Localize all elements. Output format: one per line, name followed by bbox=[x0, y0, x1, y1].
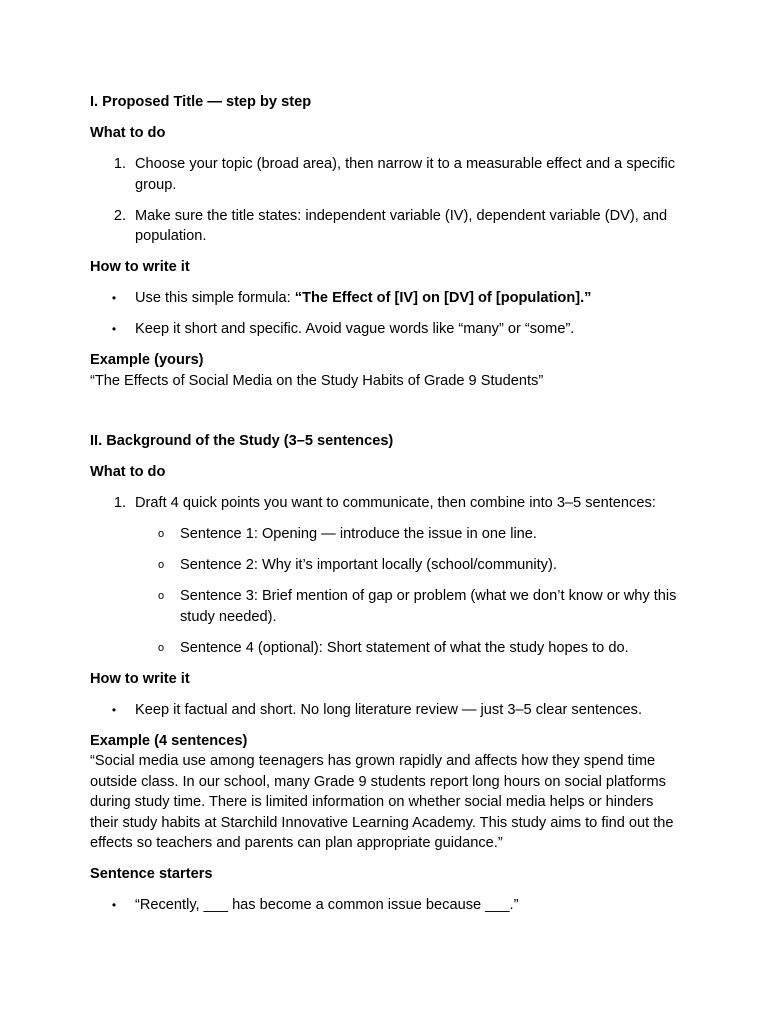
bullet-icon: • bbox=[111, 702, 117, 717]
list-item bbox=[90, 700, 680, 721]
formula-text: “The Effect of [IV] on [DV] of [population].” bbox=[294, 290, 592, 306]
list-number: 1. bbox=[113, 156, 126, 172]
section-spacer bbox=[90, 391, 680, 431]
how-list bbox=[90, 288, 680, 340]
list-item bbox=[90, 206, 680, 247]
circle-bullet-icon: o bbox=[157, 528, 165, 540]
section-1-title: I. Proposed Title — step by step bbox=[90, 94, 312, 110]
list-item-text: Make sure the title states: independent variable (IV), dependent variable (DV), and population. bbox=[135, 207, 668, 244]
example-heading: Example (4 sentences) bbox=[90, 732, 248, 749]
list-item-text: Use this simple formula: bbox=[135, 290, 295, 306]
bullet-icon: • bbox=[111, 291, 117, 305]
what-to-do-heading: What to do bbox=[90, 125, 166, 141]
list-item-text: Keep it short and specific. Avoid vague words like “many” or “some”. bbox=[135, 321, 575, 337]
circle-bullet-icon: o bbox=[157, 590, 165, 602]
sub-list-item-text: Sentence 1: Opening — introduce the issue in one line. bbox=[180, 526, 537, 542]
example-text: “Social media use among teenagers has grown rapidly and affects how they spend time outside class. In our school, many Grade 9 students report long hours on social platforms during study time. There is limited information on whether social media helps or hinders their study habits at Starchild Innovative Learning Academy. This study aims to find out the effects so teachers and parents can plan appropriate guidance.” bbox=[90, 753, 674, 851]
list-item bbox=[90, 288, 680, 309]
sub-list-item bbox=[135, 555, 680, 576]
starters-list bbox=[90, 895, 680, 916]
list-item bbox=[90, 895, 680, 916]
list-item-text: Choose your topic (broad area), then narrow it to a measurable effect and a specific group. bbox=[135, 156, 675, 193]
list-number: 1. bbox=[113, 495, 126, 511]
sub-list bbox=[135, 524, 680, 658]
steps-list bbox=[90, 493, 680, 658]
sub-list-item-text: Sentence 4 (optional): Short statement of what the study hopes to do. bbox=[180, 639, 629, 656]
document-page bbox=[90, 92, 680, 916]
example-text: “The Effects of Social Media on the Study Habits of Grade 9 Students” bbox=[90, 372, 544, 389]
list-number: 2. bbox=[113, 207, 126, 224]
sub-list-item bbox=[135, 586, 680, 627]
what-to-do-heading: What to do bbox=[90, 464, 166, 480]
list-item-text: “Recently, ___ has become a common issue because ___.” bbox=[135, 897, 519, 913]
list-item-text: Draft 4 quick points you want to communicate, then combine into 3–5 sentences: bbox=[135, 495, 656, 511]
circle-bullet-icon: o bbox=[157, 559, 165, 571]
section-2-title: II. Background of the Study (3–5 sentences) bbox=[90, 433, 394, 449]
example-heading: Example (yours) bbox=[90, 352, 204, 368]
sub-list-item bbox=[135, 638, 680, 659]
list-item-text: Keep it factual and short. No long literature review — just 3–5 clear sentences. bbox=[135, 701, 642, 718]
circle-bullet-icon: o bbox=[157, 641, 165, 654]
sub-list-item bbox=[135, 524, 680, 545]
sentence-starters-heading: Sentence starters bbox=[90, 866, 213, 882]
how-to-write-heading: How to write it bbox=[90, 259, 190, 275]
list-item bbox=[90, 319, 680, 340]
bullet-icon: • bbox=[111, 322, 117, 336]
how-list bbox=[90, 700, 680, 721]
steps-list bbox=[90, 154, 680, 247]
bullet-icon: • bbox=[111, 898, 117, 912]
sub-list-item-text: Sentence 3: Brief mention of gap or problem (what we don’t know or why this study needed). bbox=[180, 588, 677, 625]
list-item bbox=[90, 154, 680, 195]
how-to-write-heading: How to write it bbox=[90, 670, 190, 687]
list-item bbox=[90, 493, 680, 658]
sub-list-item-text: Sentence 2: Why it’s important locally (school/community). bbox=[180, 557, 557, 573]
